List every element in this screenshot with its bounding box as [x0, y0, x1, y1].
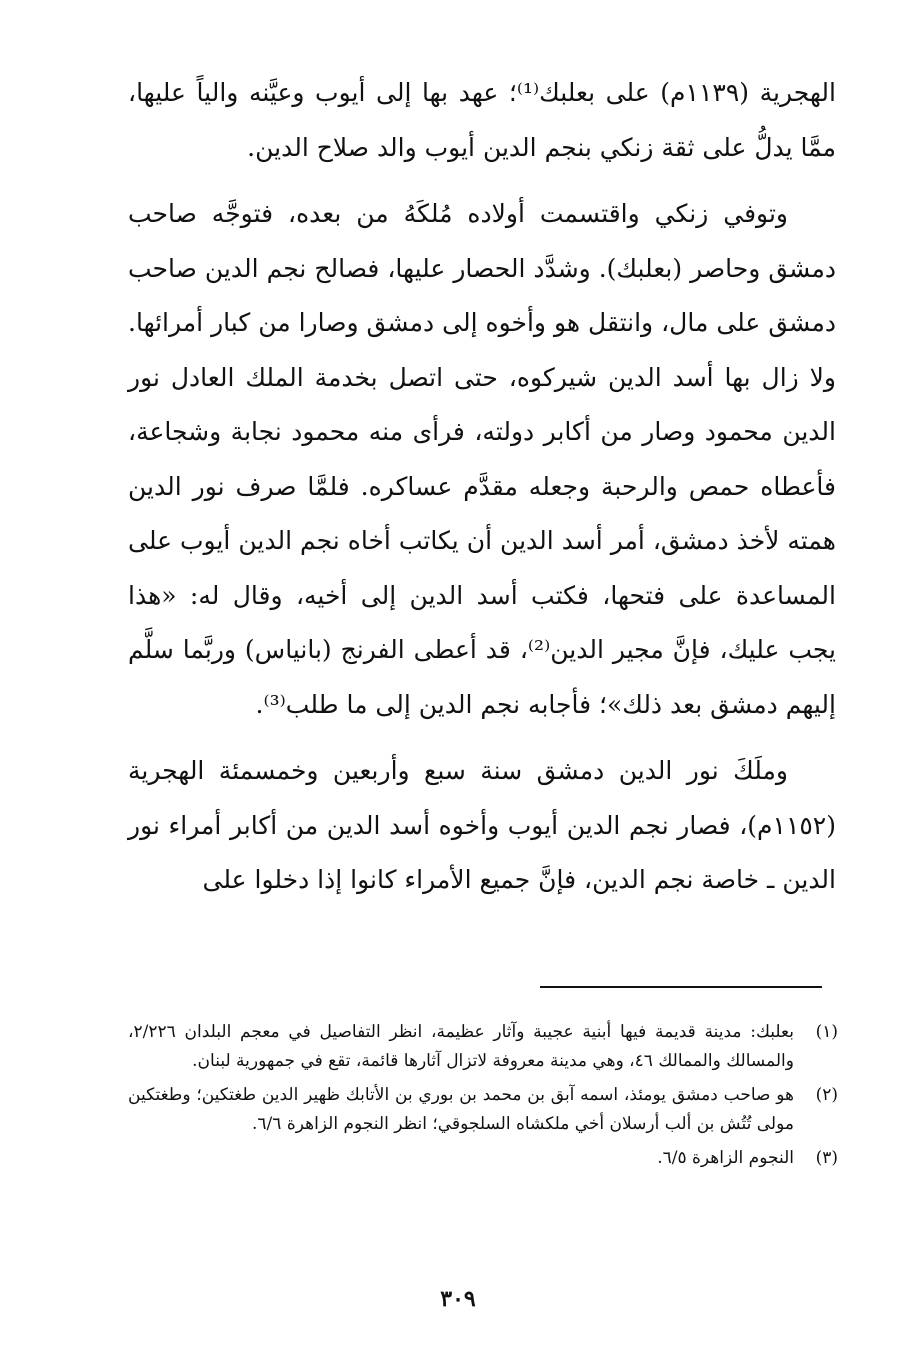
footnote-1 — [128, 1018, 838, 1075]
main-text — [128, 66, 836, 920]
footnote-2 — [128, 1081, 838, 1138]
paragraph-3: وملَكَ نور الدين دمشق سنة سبع وأربعين وخمسمئة الهجرية (١١٥٢م)، فصار نجم الدين أيوب وأخوه أسد الدين من أكابر أمراء نور الدين ـ خاصة نجم الدين، فإنَّ جميع الأمراء كانوا إذا دخلوا على — [128, 756, 836, 894]
footnote-text: بعلبك: مدينة قديمة فيها أبنية عجيبة وآثار عظيمة، انظر التفاصيل في معجم البلدان ٢/٢٢٦، والمسالك والممالك ٤٦، وهي مدينة معروفة لاتزال آثارها قائمة، تقع في جمهورية لبنان. — [128, 1022, 794, 1071]
footnote-number: (٢) — [815, 1085, 838, 1105]
footnote-separator — [540, 986, 822, 988]
footnote-number: (٣) — [815, 1148, 838, 1168]
page-number: ٣٠٩ — [440, 1286, 476, 1312]
footnote-3 — [128, 1144, 838, 1173]
footnotes — [128, 1018, 838, 1179]
footnote-text: النجوم الزاهرة ٦/٥. — [657, 1148, 794, 1168]
footnote-text: هو صاحب دمشق يومئذ، اسمه آبق بن محمد بن بوري بن الأتابك ظهير الدين طغتكين؛ وطغتكين مولى تُتُش بن ألب أرسلان أخي ملكشاه السلجوقي؛ انظر النجوم الزاهرة ٦/٦. — [128, 1085, 794, 1134]
paragraph-1: الهجرية (١١٣٩م) على بعلبك⁽¹⁾؛ عهد بها إلى أيوب وعيَّنه والياً عليها، ممَّا يدلُّ على ثقة زنكي بنجم الدين أيوب والد صلاح الدين. — [128, 78, 836, 162]
footnote-number: (١) — [815, 1022, 838, 1042]
paragraph-2: وتوفي زنكي واقتسمت أولاده مُلكَهُ من بعده، فتوجَّه صاحب دمشق وحاصر (بعلبك). وشدَّد الحصار عليها، فصالح نجم الدين صاحب دمشق على مال، وانتقل هو وأخوه إلى دمشق وصارا من كبار أمرائها. ولا زال بها أسد الدين شيركوه، حتى اتصل بخدمة الملك العادل نور الدين محمود وصار من أكابر دولته، فرأى منه محمود نجابة وشجاعة، فأعطاه حمص والرحبة وجعله مقدَّم عساكره. فلمَّا صرف نور الدين همته لأخذ دمشق، أمر أسد الدين أن يكاتب أخاه نجم الدين أيوب على المساعدة على فتحها، فكتب أسد الدين إلى أخيه، وقال له: «هذا يجب عليك، فإنَّ مجير الدين⁽²⁾، قد أعطى الفرنج (بانياس) وربَّما سلَّم إليهم دمشق بعد ذلك»؛ فأجابه نجم الدين إلى ما طلب⁽³⁾. — [128, 199, 836, 719]
